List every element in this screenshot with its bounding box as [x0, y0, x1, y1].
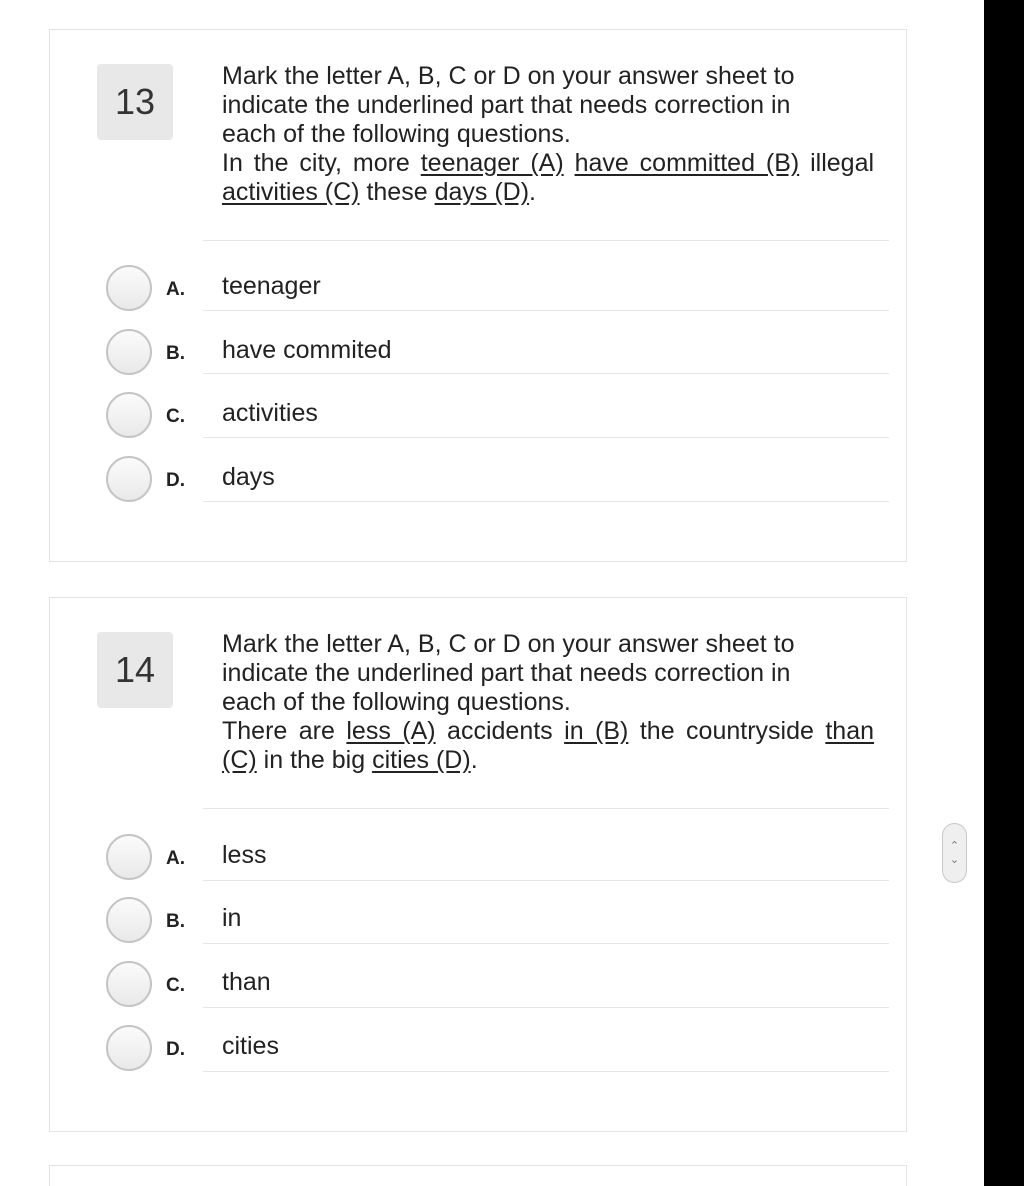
radio-button-c[interactable] — [106, 392, 152, 438]
underlined-part-c: activities (C) — [222, 178, 360, 206]
option-text: than — [222, 968, 271, 996]
instruction-line: Mark the letter A, B, C or D on your answer sheet to — [222, 630, 795, 658]
option-d[interactable] — [106, 1023, 890, 1073]
option-letter: D. — [166, 1039, 185, 1060]
sentence-text: in the big — [256, 746, 373, 774]
sentence-text: illegal — [799, 149, 875, 177]
sentence-text: In the city, more — [222, 149, 421, 177]
divider — [203, 1071, 889, 1072]
underlined-part-a: teenager (A) — [420, 149, 564, 177]
sentence-text: the countryside — [628, 717, 826, 745]
chevron-up-icon: ⌃ — [949, 840, 960, 852]
radio-button-a[interactable] — [106, 265, 152, 311]
option-text: less — [222, 841, 267, 869]
option-letter: C. — [166, 406, 185, 427]
option-letter: A. — [166, 848, 185, 869]
option-text: activities — [222, 399, 318, 427]
option-c[interactable] — [106, 959, 890, 1009]
question-sentence — [222, 717, 874, 775]
underlined-part-b: have committed (B) — [574, 149, 800, 177]
underlined-part-b: in (B) — [564, 717, 629, 745]
instruction-line: indicate the underlined part that needs correction in — [222, 91, 791, 119]
radio-button-b[interactable] — [106, 897, 152, 943]
option-text: days — [222, 463, 275, 491]
divider — [203, 501, 889, 502]
underlined-part-d: cities (D) — [372, 746, 471, 774]
instruction-line: each of the following questions. — [222, 120, 571, 148]
option-text: cities — [222, 1032, 279, 1060]
question-number: 14 — [97, 632, 173, 708]
divider — [203, 437, 889, 438]
divider — [203, 880, 889, 881]
instruction-line: indicate the underlined part that needs correction in — [222, 659, 791, 687]
underlined-part-a: less (A) — [346, 717, 436, 745]
question-text — [222, 630, 874, 775]
radio-button-d[interactable] — [106, 456, 152, 502]
underlined-part-c: than (C) — [222, 717, 875, 774]
option-b[interactable] — [106, 895, 890, 945]
option-letter: B. — [166, 911, 185, 932]
option-text: teenager — [222, 272, 321, 300]
divider — [203, 1007, 889, 1008]
screen-edge — [984, 0, 1024, 1186]
option-text: have commited — [222, 336, 392, 364]
instruction-line: each of the following questions. — [222, 688, 571, 716]
option-text: in — [222, 904, 242, 932]
instruction-line: Mark the letter A, B, C or D on your answer sheet to — [222, 62, 795, 90]
sentence-text: these — [359, 178, 435, 206]
option-letter: D. — [166, 470, 185, 491]
sentence-text: . — [470, 746, 478, 774]
divider — [203, 943, 889, 944]
option-letter: A. — [166, 279, 185, 300]
question-number: 13 — [97, 64, 173, 140]
option-a[interactable] — [106, 263, 890, 313]
question-sentence — [222, 149, 874, 207]
option-c[interactable] — [106, 390, 890, 440]
question-card-14 — [49, 597, 907, 1132]
divider — [203, 310, 889, 311]
scroll-handle[interactable] — [942, 823, 967, 883]
sentence-text: . — [529, 178, 536, 206]
sentence-text — [564, 149, 575, 177]
sentence-text: There are — [222, 717, 347, 745]
radio-button-c[interactable] — [106, 961, 152, 1007]
option-letter: C. — [166, 975, 185, 996]
option-d[interactable] — [106, 454, 890, 504]
option-letter: B. — [166, 343, 185, 364]
question-card-next — [49, 1165, 907, 1186]
radio-button-b[interactable] — [106, 329, 152, 375]
radio-button-a[interactable] — [106, 834, 152, 880]
option-b[interactable] — [106, 327, 890, 377]
radio-button-d[interactable] — [106, 1025, 152, 1071]
divider — [203, 240, 889, 241]
option-a[interactable] — [106, 832, 890, 882]
underlined-part-d: days (D) — [434, 178, 530, 206]
divider — [203, 808, 889, 809]
divider — [203, 373, 889, 374]
chevron-down-icon: ⌄ — [949, 854, 960, 866]
question-card-13 — [49, 29, 907, 562]
sentence-text: accidents — [435, 717, 565, 745]
question-text — [222, 62, 874, 207]
